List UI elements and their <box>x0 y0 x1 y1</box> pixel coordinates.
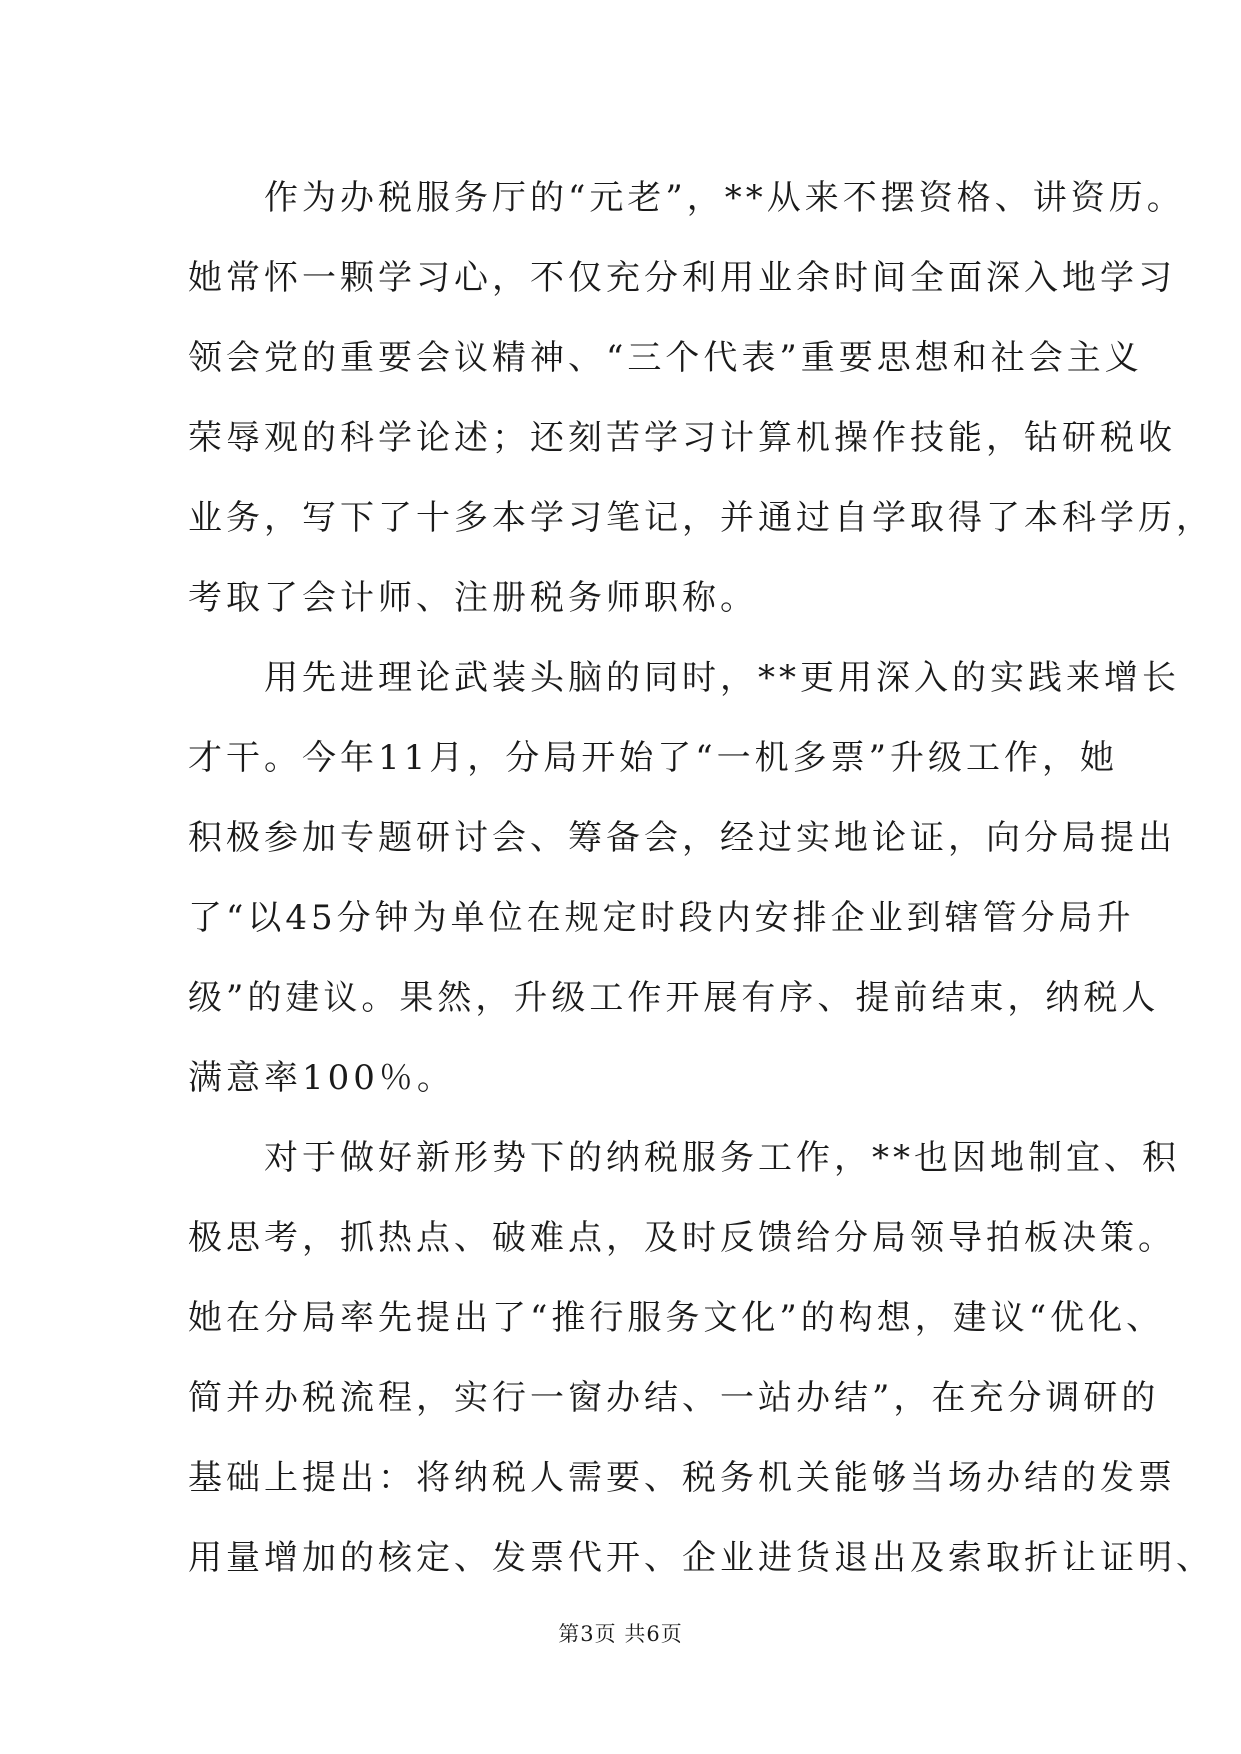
text-line: 才干。今年11月，分局开始了“一机多票”升级工作，她 <box>188 738 1119 778</box>
text-line: 用量增加的核定、发票代开、企业进货退出及索取折让证明、 <box>188 1538 1214 1578</box>
text-line: 她常怀一颗学习心，不仅充分利用业余时间全面深入地学习 <box>188 258 1176 298</box>
text-line: 对于做好新形势下的纳税服务工作，**也因地制宜、积 <box>188 1138 1180 1178</box>
text-line: 她在分局率先提出了“推行服务文化”的构想，建议“优化、 <box>188 1298 1165 1338</box>
text-line: 级”的建议。果然，升级工作开展有序、提前结束，纳税人 <box>188 978 1160 1018</box>
text-line: 简并办税流程，实行一窗办结、一站办结”，在充分调研的 <box>188 1378 1160 1418</box>
text-line: 极思考，抓热点、破难点，及时反馈给分局领导拍板决策。 <box>188 1218 1176 1258</box>
page-number: 第3页 共6页 <box>558 1622 683 1646</box>
text-line: 领会党的重要会议精神、“三个代表”重要思想和社会主义 <box>188 338 1143 378</box>
page-footer <box>0 1618 1241 1648</box>
text-line: 作为办税服务厅的“元老”，**从来不摆资格、讲资历。 <box>188 178 1185 218</box>
text-line: 考取了会计师、注册税务师职称。 <box>188 578 758 618</box>
text-line: 业务，写下了十多本学习笔记，并通过自学取得了本科学历， <box>188 498 1214 538</box>
document-body <box>188 158 1214 1598</box>
text-line: 积极参加专题研讨会、筹备会，经过实地论证，向分局提出 <box>188 818 1176 858</box>
text-line: 荣辱观的科学论述；还刻苦学习计算机操作技能，钻研税收 <box>188 418 1176 458</box>
text-line: 用先进理论武装头脑的同时，**更用深入的实践来增长 <box>188 658 1180 698</box>
text-line: 满意率100％。 <box>188 1058 455 1098</box>
text-line: 了“以45分钟为单位在规定时段内安排企业到辖管分局升 <box>188 898 1135 938</box>
text-line: 基础上提出：将纳税人需要、税务机关能够当场办结的发票 <box>188 1458 1176 1498</box>
